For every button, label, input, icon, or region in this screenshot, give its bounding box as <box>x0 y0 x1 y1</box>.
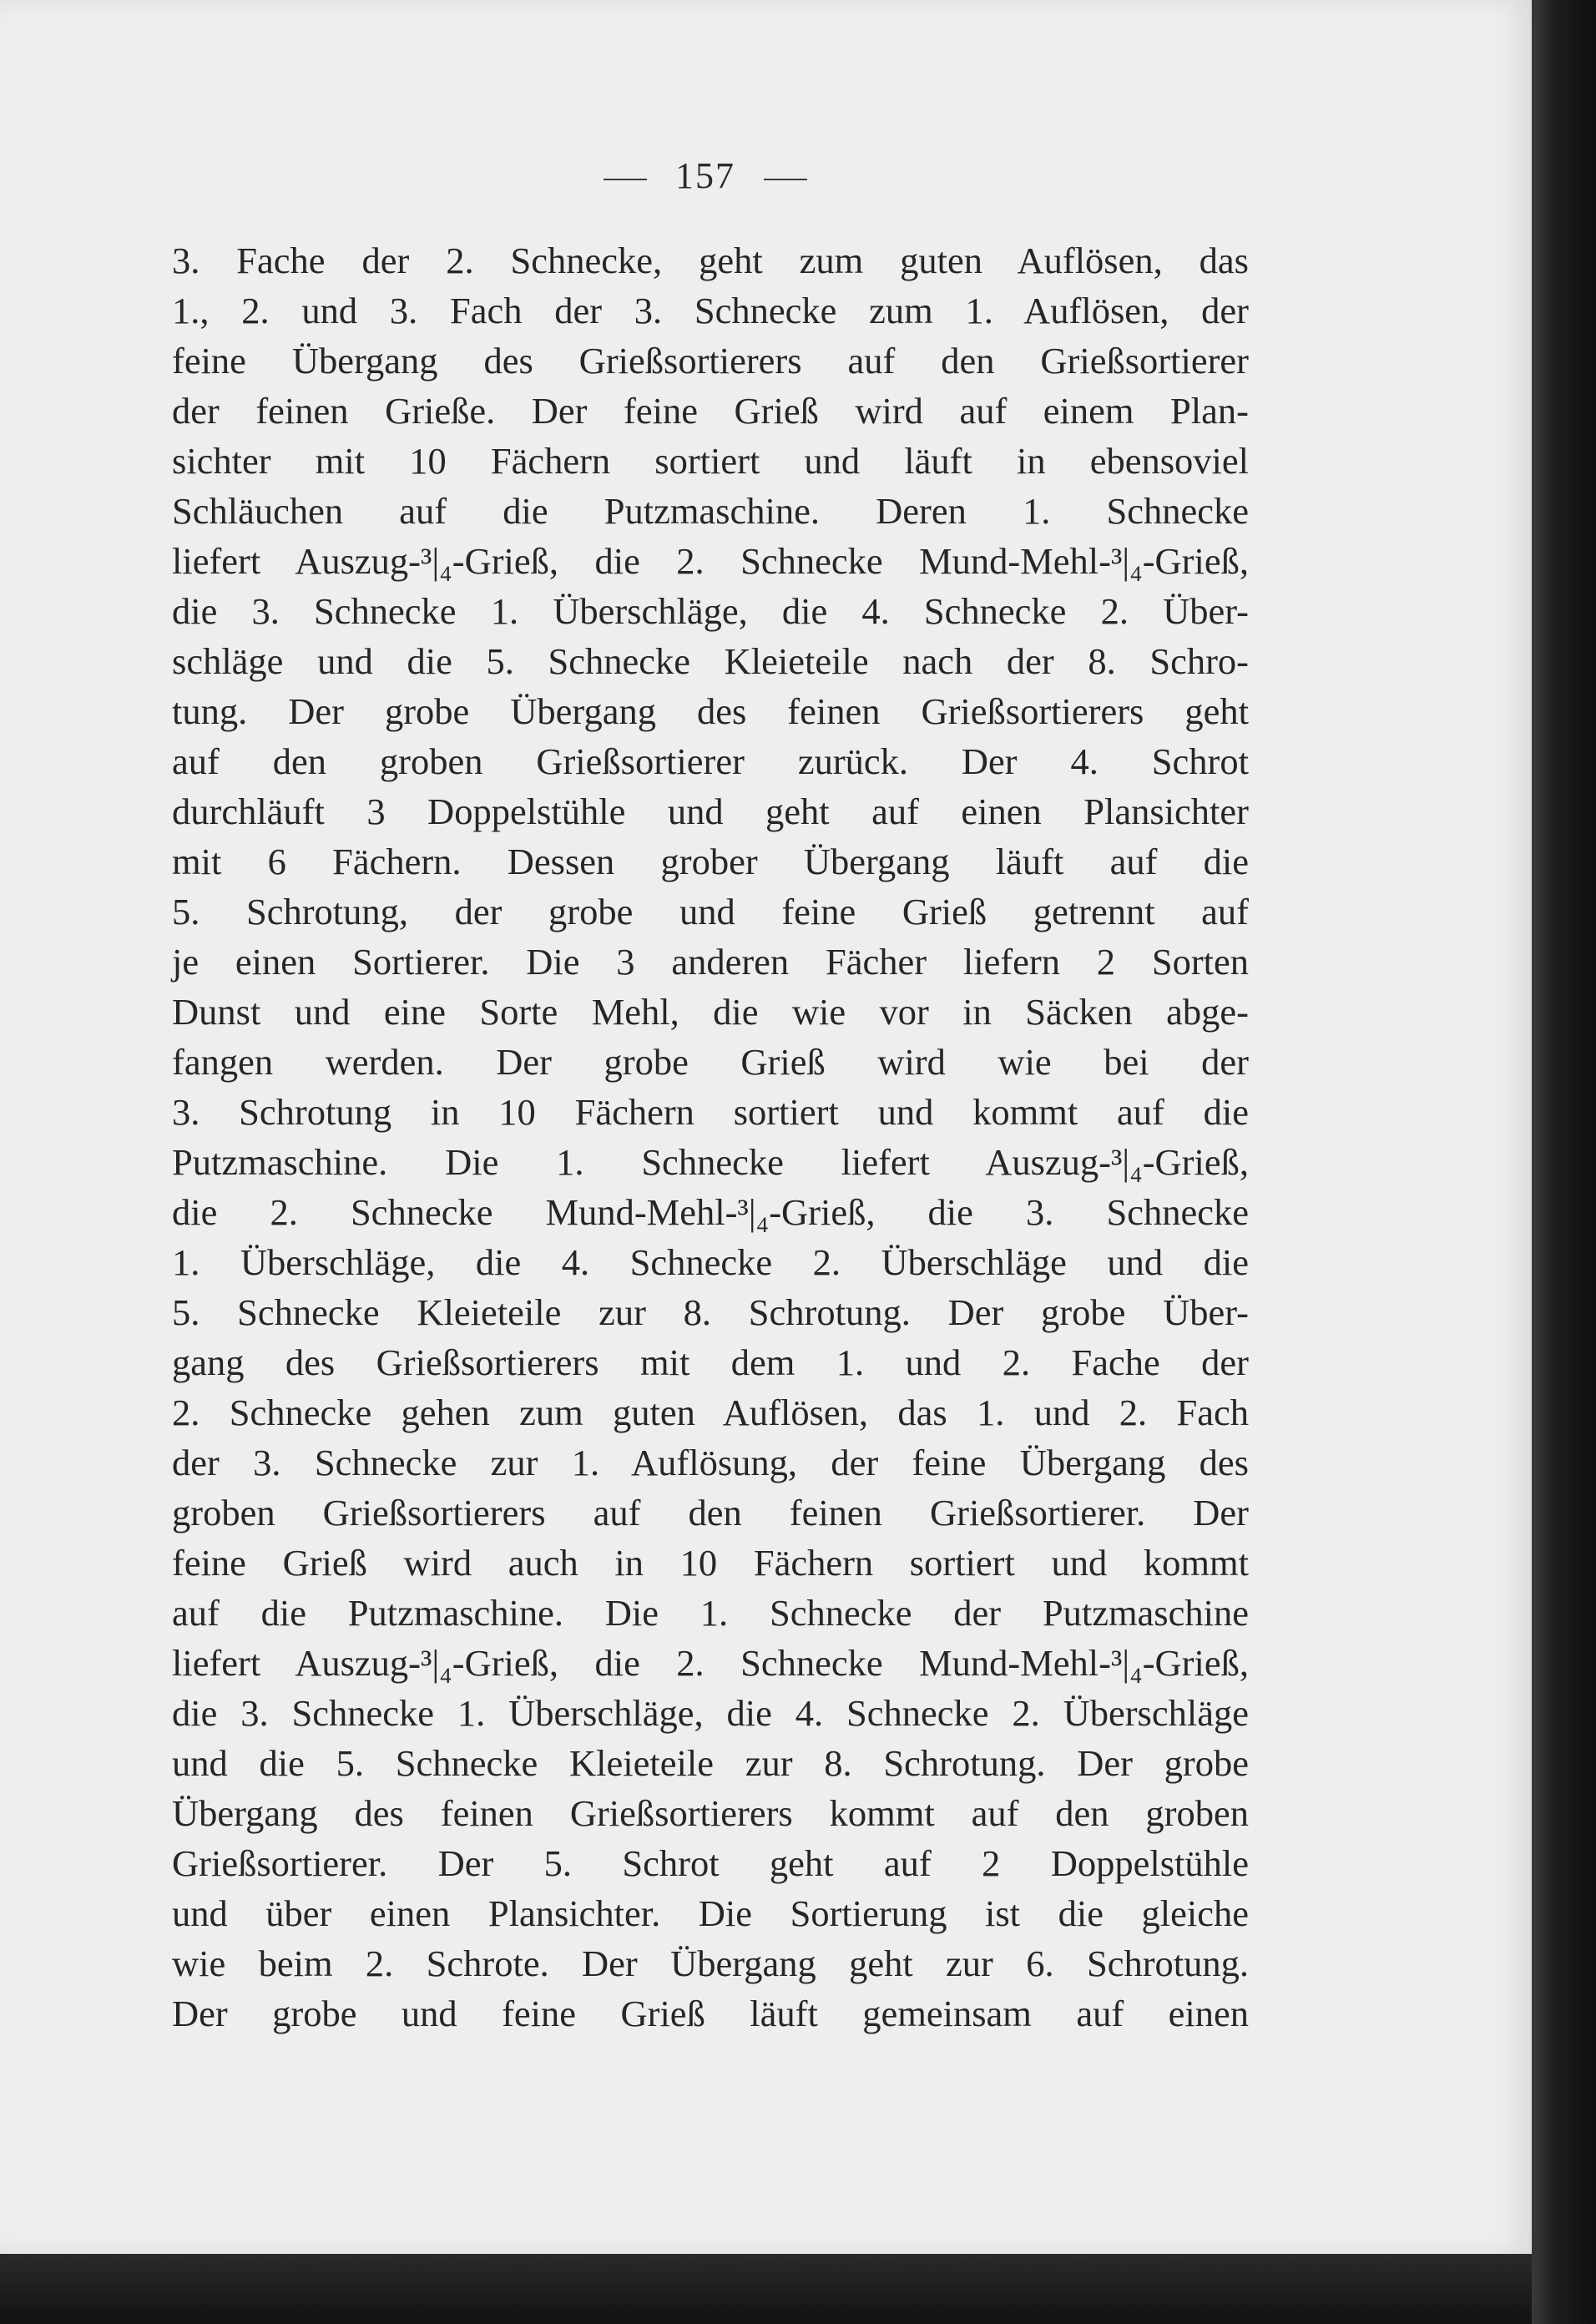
text-line: feine Grieß wird auch in 10 Fächern sortiert und kommt <box>172 1542 1249 1584</box>
text-line: durchläuft 3 Doppelstühle und geht auf einen Plansichter <box>172 791 1249 832</box>
text-line: die 3. Schnecke 1. Überschläge, die 4. Schnecke 2. Überschläge <box>172 1692 1249 1734</box>
text-line: 3. Fache der 2. Schnecke, geht zum guten Auflösen, das <box>172 240 1249 281</box>
text-line: 5. Schnecke Kleieteile zur 8. Schrotung. Der grobe Über- <box>172 1291 1249 1333</box>
text-line: wie beim 2. Schrote. Der Übergang geht zur 6. Schrotung. <box>172 1943 1249 1984</box>
text-line: Übergang des feinen Grießsortierers kommt auf den groben <box>172 1792 1249 1834</box>
text-line: Grießsortierer. Der 5. Schrot geht auf 2 Doppelstühle <box>172 1842 1249 1884</box>
text-line: tung. Der grobe Übergang des feinen Grießsortierers geht <box>172 690 1249 732</box>
scan-background-bottom <box>0 2254 1532 2324</box>
text-line: fangen werden. Der grobe Grieß wird wie bei der <box>172 1041 1249 1083</box>
text-line: die 2. Schnecke Mund-Mehl-³|₄-Grieß, die 3. Schnecke <box>172 1191 1249 1233</box>
text-line: 1., 2. und 3. Fach der 3. Schnecke zum 1. Auflösen, der <box>172 290 1249 331</box>
page-number: 157 <box>675 155 735 196</box>
text-line: mit 6 Fächern. Dessen grober Übergang läuft auf die <box>172 841 1249 882</box>
text-line: der feinen Grieße. Der feine Grieß wird auf einem Plan- <box>172 390 1249 432</box>
scan-background-right <box>1532 0 1596 2324</box>
text-line: liefert Auszug-³|₄-Grieß, die 2. Schnecke Mund-Mehl-³|₄-Grieß, <box>172 540 1249 582</box>
text-line: feine Übergang des Grießsortierers auf den Grießsortierer <box>172 340 1249 381</box>
header-dash-right <box>764 179 807 180</box>
text-line: liefert Auszug-³|₄-Grieß, die 2. Schnecke Mund-Mehl-³|₄-Grieß, <box>172 1642 1249 1684</box>
text-line: und die 5. Schnecke Kleieteile zur 8. Schrotung. Der grobe <box>172 1742 1249 1784</box>
text-line: auf den groben Grießsortierer zurück. Der 4. Schrot <box>172 740 1249 782</box>
text-line: Putzmaschine. Die 1. Schnecke liefert Auszug-³|₄-Grieß, <box>172 1141 1249 1183</box>
text-line: Der grobe und feine Grieß läuft gemeinsam auf einen <box>172 1993 1249 2034</box>
body-text <box>172 235 1249 2039</box>
page-header <box>0 154 1411 197</box>
text-line: groben Grießsortierers auf den feinen Grießsortierer. Der <box>172 1492 1249 1533</box>
text-line: Dunst und eine Sorte Mehl, die wie vor in Säcken abge- <box>172 991 1249 1033</box>
text-line: je einen Sortierer. Die 3 anderen Fächer liefern 2 Sorten <box>172 941 1249 983</box>
text-line: 1. Überschläge, die 4. Schnecke 2. Überschläge und die <box>172 1241 1249 1283</box>
text-line: gang des Grießsortierers mit dem 1. und 2. Fache der <box>172 1341 1249 1383</box>
text-line: der 3. Schnecke zur 1. Auflösung, der feine Übergang des <box>172 1442 1249 1483</box>
text-line: auf die Putzmaschine. Die 1. Schnecke der Putzmaschine <box>172 1592 1249 1634</box>
header-dash-left <box>604 179 647 180</box>
text-line: und über einen Plansichter. Die Sortierung ist die gleiche <box>172 1892 1249 1934</box>
text-line: die 3. Schnecke 1. Überschläge, die 4. Schnecke 2. Über- <box>172 590 1249 632</box>
text-line: sichter mit 10 Fächern sortiert und läuft in ebensoviel <box>172 440 1249 482</box>
text-line: 3. Schrotung in 10 Fächern sortiert und kommt auf die <box>172 1091 1249 1133</box>
text-line: schläge und die 5. Schnecke Kleieteile nach der 8. Schro- <box>172 640 1249 682</box>
text-line: 5. Schrotung, der grobe und feine Grieß getrennt auf <box>172 891 1249 932</box>
text-line: 2. Schnecke gehen zum guten Auflösen, das 1. und 2. Fach <box>172 1392 1249 1433</box>
text-line: Schläuchen auf die Putzmaschine. Deren 1. Schnecke <box>172 490 1249 532</box>
